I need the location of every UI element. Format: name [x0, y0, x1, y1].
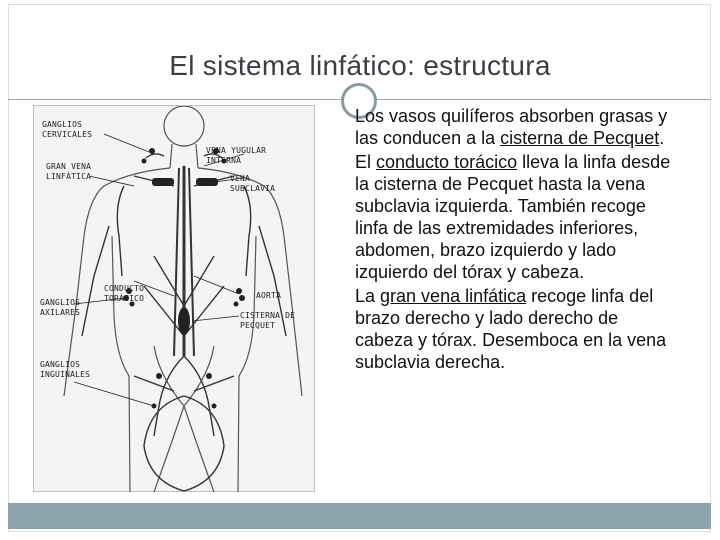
- bullet-item: [327, 285, 677, 373]
- label-conducto-toracico: CONDUCTO TORÁCICO: [104, 284, 145, 303]
- bullet-item: [327, 105, 677, 149]
- bullet-term: conducto torácico: [376, 152, 518, 172]
- bullet-term: cisterna de Pecquet: [500, 128, 660, 148]
- head-outline: [164, 106, 204, 146]
- bullet-list: [327, 105, 677, 375]
- bullet-item: [327, 151, 677, 283]
- bullet-text: recoge linfa del brazo derecho y lado derecho de cabeza y tórax. Desemboca en la vena subclavia derecha.: [355, 286, 667, 372]
- bullet-text: lleva la linfa desde la cisterna de Pecquet hasta la vena subclavia izquierda. También recoge linfa de las extremidades inferiores, abdomen, brazo izquierdo y lado izquierdo del tórax y cabeza.: [355, 152, 671, 282]
- bullet-text: La: [355, 286, 381, 306]
- label-gran-vena-linfatica: GRAN VENA LINFÁTICA: [46, 162, 92, 181]
- bullet-text: El: [355, 152, 377, 172]
- neck-outline: [170, 144, 198, 168]
- label-cisterna-de-pecquet: CISTERNA DE PECQUET: [240, 311, 296, 330]
- bullet-text: Los vasos quilíferos absorben grasas y las conducen a la: [355, 106, 668, 148]
- left-torso-outline: [112, 236, 130, 492]
- slide-title: El sistema linfático: estructura: [169, 50, 551, 81]
- bullet-term: gran vena linfática: [380, 286, 527, 306]
- label-ganglios-cervicales: GANGLIOS CERVICALES: [42, 120, 93, 139]
- pelvis-outline: [154, 406, 214, 492]
- label-vena-subclavia: VENA SUBCLAVIA: [230, 174, 276, 193]
- footer-bar: [8, 503, 711, 529]
- label-aorta: AORTA: [256, 291, 282, 300]
- label-vena-yugular-interna: VENA YUGULAR INTERNA: [206, 146, 267, 165]
- lymphatic-system-illustration: [33, 105, 315, 492]
- right-torso-outline: [238, 236, 256, 492]
- bullet-text: .: [659, 128, 665, 148]
- label-ganglios-axilares: GANGLIOS AXILARES: [40, 298, 81, 317]
- label-ganglios-inguinales: GANGLIOS INGUINALES: [40, 360, 91, 379]
